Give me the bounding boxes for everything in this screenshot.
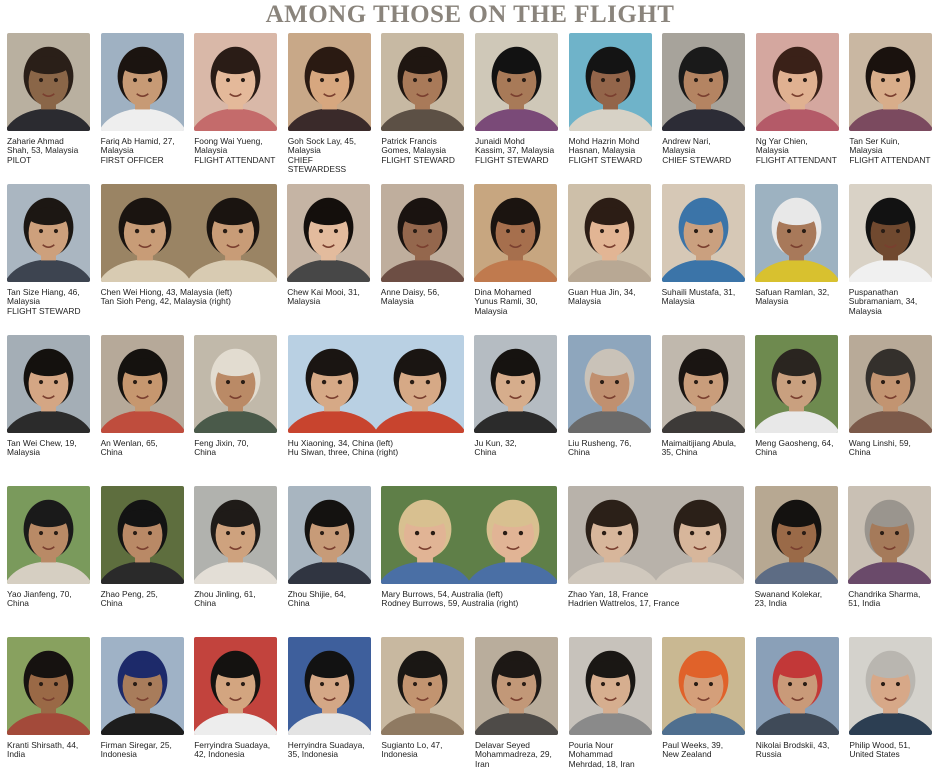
person-caption — [288, 741, 371, 760]
person-card — [755, 184, 838, 307]
person-role: PILOT — [7, 154, 32, 165]
person-fringe — [308, 208, 350, 226]
person-photo — [7, 637, 90, 735]
person-caption — [101, 590, 184, 609]
person-fringe — [870, 57, 912, 75]
person-name-age-country: Tan Size Hiang, 46, Malaysia — [7, 287, 80, 307]
person-caption — [848, 590, 931, 609]
person-photo — [194, 486, 277, 584]
person-card — [849, 184, 932, 316]
person-name-age-country: Zaharie Ahmad Shah, 53, Malaysia — [7, 136, 79, 156]
person-caption — [7, 137, 90, 165]
person-photo — [755, 486, 838, 584]
person-card — [101, 335, 184, 458]
person-photo — [7, 33, 90, 131]
person-caption — [849, 137, 932, 165]
person-caption — [475, 137, 558, 165]
person-fringe — [121, 359, 163, 377]
person-card — [662, 33, 745, 165]
person-fringe — [870, 208, 912, 226]
person-name-age-country: Paul Weeks, 39, New Zealand — [662, 740, 724, 760]
person-card — [474, 335, 557, 458]
person-photo — [194, 637, 277, 735]
person-caption — [849, 741, 932, 760]
person-fringe — [775, 510, 817, 528]
person-photo — [381, 184, 464, 282]
person-photo — [101, 184, 277, 282]
person-fringe — [869, 510, 911, 528]
person-role: FLIGHT ATTENDANT — [755, 154, 837, 165]
person-caption — [568, 590, 744, 609]
person-caption — [7, 288, 90, 316]
person-name-age-country: Safuan Ramlan, 32, Malaysia — [755, 287, 830, 307]
person-photo — [381, 33, 464, 131]
person-role: FLIGHT STEWARD — [381, 154, 455, 165]
person-name-age-country: Herryindra Suadaya, 35, Indonesia — [287, 740, 365, 760]
person-card — [287, 184, 370, 307]
person-photo — [101, 486, 184, 584]
person-fringe — [28, 359, 70, 377]
person-card — [849, 33, 932, 165]
person-role: FLIGHT STEWARD — [7, 305, 81, 316]
page-title: AMONG THOSE ON THE FLIGHT — [265, 1, 675, 28]
person-caption — [194, 590, 277, 609]
person-name-age-country: Tan Wei Chew, 19, Malaysia — [7, 438, 77, 458]
person-fringe — [678, 510, 722, 528]
person-card — [475, 637, 558, 769]
person-fringe — [776, 208, 818, 226]
person-fringe — [870, 359, 912, 377]
person-name-age-country: Zhao Yan, 18, France Hadrien Wattrelos, 17, France — [568, 589, 680, 609]
person-fringe — [403, 510, 447, 528]
person-fringe — [310, 359, 354, 377]
person-name-age-country: Zhou Jinling, 61, China — [194, 589, 256, 609]
person-card — [848, 486, 931, 609]
person-photo — [662, 637, 745, 735]
person-card — [662, 184, 745, 307]
person-fringe — [121, 57, 163, 75]
person-card — [569, 637, 652, 769]
person-caption — [101, 137, 184, 165]
person-name-age-country: Nikolai Brodskii, 43, Russia — [755, 740, 830, 760]
person-card — [7, 335, 90, 458]
person-photo — [101, 637, 184, 735]
person-fringe — [777, 661, 819, 679]
person-caption — [568, 288, 651, 307]
person-name-age-country: Firman Siregar, 25, Indonesia — [100, 740, 172, 760]
person-photo — [849, 637, 932, 735]
person-caption — [101, 288, 277, 307]
person-caption — [474, 288, 557, 316]
person-photo — [849, 33, 932, 131]
person-caption — [7, 439, 90, 458]
person-card — [755, 335, 838, 458]
person-name-age-country: Mohd Hazrin Mohd Hasnan, Malaysia — [568, 136, 640, 156]
person-photo — [755, 184, 838, 282]
person-fringe — [491, 510, 535, 528]
person-caption — [756, 741, 839, 760]
person-card — [756, 637, 839, 760]
person-photo — [756, 33, 839, 131]
person-card — [381, 33, 464, 165]
person-name-age-country: Delavar Seyed Mohammadreza, 29, Iran — [475, 740, 552, 769]
person-caption — [101, 439, 184, 458]
person-card — [381, 637, 464, 760]
person-card — [381, 486, 557, 609]
person-photo — [755, 335, 838, 433]
person-name-age-country: An Wenlan, 65, China — [100, 438, 158, 458]
person-caption — [662, 741, 745, 760]
person-fringe — [495, 359, 537, 377]
person-card — [101, 637, 184, 760]
person-photo — [7, 335, 90, 433]
person-caption — [101, 741, 184, 760]
person-card — [568, 486, 744, 609]
person-caption — [194, 439, 277, 458]
person-card — [568, 335, 651, 458]
person-caption — [287, 288, 370, 307]
person-caption — [569, 137, 652, 165]
person-name-age-country: Anne Daisy, 56, Malaysia — [380, 287, 440, 307]
person-fringe — [495, 208, 537, 226]
person-name-age-country: Ju Kun, 32, China — [474, 438, 517, 458]
person-photo — [568, 486, 744, 584]
person-photo — [474, 335, 557, 433]
person-photo — [475, 33, 558, 131]
person-name-age-country: Maimaitijiang Abula, 35, China — [661, 438, 737, 458]
person-photo — [849, 184, 932, 282]
person-name-age-country: Goh Sock Lay, 45, Malaysia — [287, 136, 357, 156]
person-card — [381, 184, 464, 307]
person-name-age-country: Kranti Shirsath, 44, India — [7, 740, 79, 760]
person-photo — [662, 184, 745, 282]
person-name-age-country: Zhou Shijie, 64, China — [287, 589, 346, 609]
person-card — [288, 335, 464, 458]
person-caption — [288, 590, 371, 609]
person-name-age-country: Ng Yar Chien, Malaysia — [755, 136, 808, 156]
person-card — [288, 637, 371, 760]
person-card — [7, 486, 90, 609]
person-fringe — [398, 359, 442, 377]
person-role: FIRST OFFICER — [100, 154, 164, 165]
person-fringe — [402, 208, 444, 226]
person-photo — [662, 335, 745, 433]
person-name-age-country: Suhaili Mustafa, 31, Malaysia — [661, 287, 736, 307]
person-photo — [569, 637, 652, 735]
person-caption — [475, 741, 558, 769]
person-fringe — [309, 661, 351, 679]
person-fringe — [402, 57, 444, 75]
person-photo — [381, 637, 464, 735]
person-name-age-country: Swanand Kolekar, 23, India — [754, 589, 823, 609]
person-caption — [568, 439, 651, 458]
person-name-age-country: Yao Jianfeng, 70, China — [7, 589, 72, 609]
person-photo — [662, 33, 745, 131]
person-photo — [194, 33, 277, 131]
person-fringe — [28, 510, 70, 528]
person-photo — [848, 486, 931, 584]
person-caption — [288, 137, 371, 175]
person-card — [7, 184, 90, 316]
person-name-age-country: Philip Wood, 51, United States — [849, 740, 911, 760]
person-fringe — [683, 57, 725, 75]
person-role: FLIGHT STEWARD — [568, 154, 643, 165]
person-fringe — [496, 661, 538, 679]
person-photo — [101, 335, 184, 433]
person-name-age-country: Guan Hua Jin, 34, Malaysia — [568, 287, 636, 307]
person-photo — [569, 33, 652, 131]
person-caption — [7, 741, 90, 760]
person-photo — [475, 637, 558, 735]
person-photo — [194, 335, 277, 433]
person-name-age-country: Mary Burrows, 54, Australia (left) Rodney Burrows, 59, Australia (right) — [381, 589, 519, 609]
person-name-age-country: Patrick Francis Gomes, Malaysia — [381, 136, 447, 156]
person-fringe — [589, 208, 631, 226]
person-fringe — [777, 57, 819, 75]
person-card — [756, 33, 839, 165]
person-caption — [662, 137, 745, 165]
person-role: FLIGHT STEWARD — [475, 154, 549, 165]
person-caption — [474, 439, 557, 458]
person-caption — [755, 288, 838, 307]
person-caption — [662, 288, 745, 307]
person-card — [101, 33, 184, 165]
person-card — [849, 335, 932, 458]
person-caption — [755, 439, 838, 458]
person-caption — [194, 137, 277, 165]
person-card — [7, 33, 90, 165]
person-caption — [381, 288, 464, 307]
person-name-age-country: Andrew Nari, Malaysia — [662, 136, 711, 156]
person-card — [7, 637, 90, 760]
person-photo — [288, 335, 464, 433]
person-fringe — [121, 661, 163, 679]
person-photo — [101, 33, 184, 131]
person-caption — [7, 590, 90, 609]
person-card — [755, 486, 838, 609]
person-name-age-country: Meng Gaosheng, 64, China — [755, 438, 834, 458]
person-fringe — [28, 661, 70, 679]
person-fringe — [121, 510, 163, 528]
person-caption — [849, 439, 932, 458]
person-role: CHIEF STEWARD — [662, 154, 732, 165]
person-fringe — [28, 57, 70, 75]
person-caption — [194, 741, 277, 760]
person-photo — [756, 637, 839, 735]
person-card — [568, 184, 651, 307]
person-role: CHIEF STEWARDESS — [287, 154, 347, 175]
person-card — [288, 486, 371, 609]
person-name-age-country: Pouria Nour Mohammad Mehrdad, 18, Iran — [568, 740, 635, 769]
person-fringe — [211, 208, 255, 226]
person-photo — [568, 184, 651, 282]
person-card — [569, 33, 652, 165]
person-name-age-country: Fariq Ab Hamid, 27, Malaysia — [100, 136, 175, 156]
person-fringe — [215, 57, 257, 75]
person-fringe — [215, 359, 257, 377]
person-fringe — [215, 661, 257, 679]
person-caption — [569, 741, 652, 769]
person-fringe — [309, 57, 351, 75]
person-role: FLIGHT ATTENDANT — [849, 154, 931, 165]
person-fringe — [589, 57, 631, 75]
person-name-age-country: Zhao Peng, 25, China — [100, 589, 158, 609]
person-name-age-country: Junaidi Mohd Kassim, 37, Malaysia — [475, 136, 555, 156]
person-fringe — [682, 359, 724, 377]
person-role: FLIGHT ATTENDANT — [194, 154, 276, 165]
person-card — [662, 335, 745, 458]
person-name-age-country: Liu Rusheng, 76, China — [568, 438, 632, 458]
person-name-age-country: Sugianto Lo, 47, Indonesia — [381, 740, 443, 760]
person-photo — [288, 486, 371, 584]
person-name-age-country: Chen Wei Hiong, 43, Malaysia (left) Tan Sioh Peng, 42, Malaysia (right) — [100, 287, 233, 307]
person-caption — [662, 439, 745, 458]
person-photo — [849, 335, 932, 433]
person-name-age-country: Chandrika Sharma, 51, India — [848, 589, 921, 609]
person-card — [849, 637, 932, 760]
person-fringe — [28, 208, 70, 226]
person-fringe — [309, 510, 351, 528]
person-fringe — [215, 510, 257, 528]
person-card — [194, 637, 277, 760]
person-caption — [849, 288, 932, 316]
person-name-age-country: Foong Wai Yueng, Malaysia — [194, 136, 263, 156]
person-name-age-country: Tan Ser Kuin, Malaysia — [849, 136, 900, 156]
person-fringe — [682, 208, 724, 226]
person-card — [474, 184, 557, 316]
person-photo — [381, 486, 557, 584]
person-photo — [7, 184, 90, 282]
person-name-age-country: Chew Kai Mooi, 31, Malaysia — [287, 287, 360, 307]
person-name-age-country: Dina Mohamed Yunus Ramli, 30, Malaysia — [474, 287, 538, 316]
person-name-age-country: Puspanathan Subramaniam, 34, Malaysia — [848, 287, 918, 316]
person-caption — [381, 590, 557, 609]
person-name-age-country: Ferryindra Suadaya, 42, Indonesia — [194, 740, 271, 760]
person-name-age-country: Wang Linshi, 59, China — [848, 438, 911, 458]
person-card — [662, 637, 745, 760]
person-fringe — [402, 661, 444, 679]
person-fringe — [589, 359, 631, 377]
person-card — [101, 184, 277, 307]
person-fringe — [683, 661, 725, 679]
person-caption — [756, 137, 839, 165]
person-caption — [755, 590, 838, 609]
person-fringe — [496, 57, 538, 75]
person-photo — [7, 486, 90, 584]
person-caption — [381, 741, 464, 760]
person-card — [194, 33, 277, 165]
person-fringe — [123, 208, 167, 226]
person-card — [288, 33, 371, 175]
person-photo — [288, 637, 371, 735]
person-name-age-country: Feng Jixin, 70, China — [194, 438, 249, 458]
person-card — [194, 335, 277, 458]
person-fringe — [589, 661, 631, 679]
person-card — [101, 486, 184, 609]
person-card — [194, 486, 277, 609]
person-card — [475, 33, 558, 165]
person-fringe — [590, 510, 634, 528]
person-photo — [474, 184, 557, 282]
person-caption — [381, 137, 464, 165]
person-name-age-country: Hu Xiaoning, 34, China (left) Hu Siwan, three, China (right) — [287, 438, 399, 458]
person-caption — [288, 439, 464, 458]
person-photo — [288, 33, 371, 131]
person-fringe — [870, 661, 912, 679]
person-photo — [287, 184, 370, 282]
person-photo — [568, 335, 651, 433]
person-fringe — [776, 359, 818, 377]
